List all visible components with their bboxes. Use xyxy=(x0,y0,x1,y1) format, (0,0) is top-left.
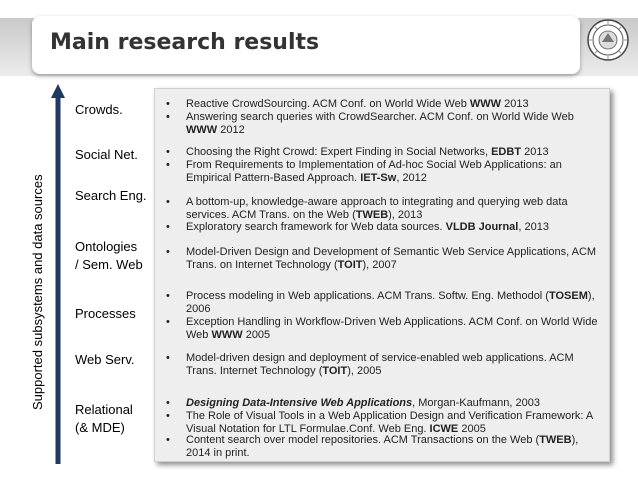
category-mde: (& MDE) xyxy=(75,420,125,435)
page-title: Main research results xyxy=(50,30,320,55)
university-seal-icon xyxy=(586,18,630,62)
publication-item: • Model-Driven Design and Development of Semantic Web Service Applications, ACM Trans. on Internet Technology (TOIT), 2007 xyxy=(166,246,599,271)
category-relational: Relational xyxy=(75,402,133,417)
category-ontologies: Ontologies xyxy=(75,239,138,254)
publication-item: • A bottom-up, knowledge-aware approach to integrating and querying web data services. ACM Trans. on the Web (TWEB), 2013 xyxy=(166,196,571,221)
bullet-icon: • xyxy=(166,352,170,364)
category-web-serv: Web Serv. xyxy=(75,352,135,367)
publication-item: • Designing Data-Intensive Web Applications, Morgan-Kaufmann, 2003 xyxy=(166,397,540,409)
bullet-icon: • xyxy=(166,397,170,409)
bullet-icon: • xyxy=(166,246,170,258)
publication-item: • Content search over model repositories. ACM Transactions on the Web (TWEB), 2014 in print. xyxy=(166,434,582,459)
bullet-icon: • xyxy=(166,98,170,110)
publication-item: • Reactive CrowdSourcing. ACM Conf. on World Wide Web WWW 2013 xyxy=(166,98,529,110)
publication-item: • Choosing the Right Crowd: Expert Finding in Social Networks, EDBT 2013 xyxy=(166,146,549,158)
publication-item: • Model-driven design and deployment of service-enabled web applications. ACM Trans. Internet Technology (TOIT), 2005 xyxy=(166,352,577,377)
bullet-icon: • xyxy=(166,111,170,123)
bullet-icon: • xyxy=(166,410,170,422)
publication-item: • Exception Handling in Workflow-Driven Web Applications. ACM Conf. on World Wide Web WWW 2005 xyxy=(166,316,601,341)
publication-item: • Answering search queries with CrowdSearcher. ACM Conf. on World Wide Web WWW 2012 xyxy=(166,111,577,136)
bullet-icon: • xyxy=(166,221,170,233)
bullet-icon: • xyxy=(166,290,170,302)
publication-item: • The Role of Visual Tools in a Web Application Design and Verification Framework: A Visual Notation for LTL Formulae.Conf. Web Eng. ICWE 2005 xyxy=(166,410,596,435)
axis-label: Supported subsystems and data sources xyxy=(30,174,45,410)
publication-item: • From Requirements to Implementation of Ad-hoc Social Web Applications: an Empirical Pattern-Based Approach. IET-Sw, 2012 xyxy=(166,159,565,184)
category-search-eng: Search Eng. xyxy=(75,188,147,203)
category-crowds: Crowds. xyxy=(75,102,123,117)
publication-item: • Exploratory search framework for Web data sources. VLDB Journal, 2013 xyxy=(166,221,549,233)
bullet-icon: • xyxy=(166,434,170,446)
bullet-icon: • xyxy=(166,146,170,158)
category-social-net: Social Net. xyxy=(75,147,138,162)
bullet-icon: • xyxy=(166,196,170,208)
category-sem-web: / Sem. Web xyxy=(75,257,143,272)
bullet-icon: • xyxy=(166,159,170,171)
category-processes: Processes xyxy=(75,306,136,321)
bullet-icon: • xyxy=(166,316,170,328)
publication-item: • Process modeling in Web applications. ACM Trans. Softw. Eng. Methodol (TOSEM), 2006 xyxy=(166,290,598,315)
up-arrow-icon xyxy=(50,84,66,464)
